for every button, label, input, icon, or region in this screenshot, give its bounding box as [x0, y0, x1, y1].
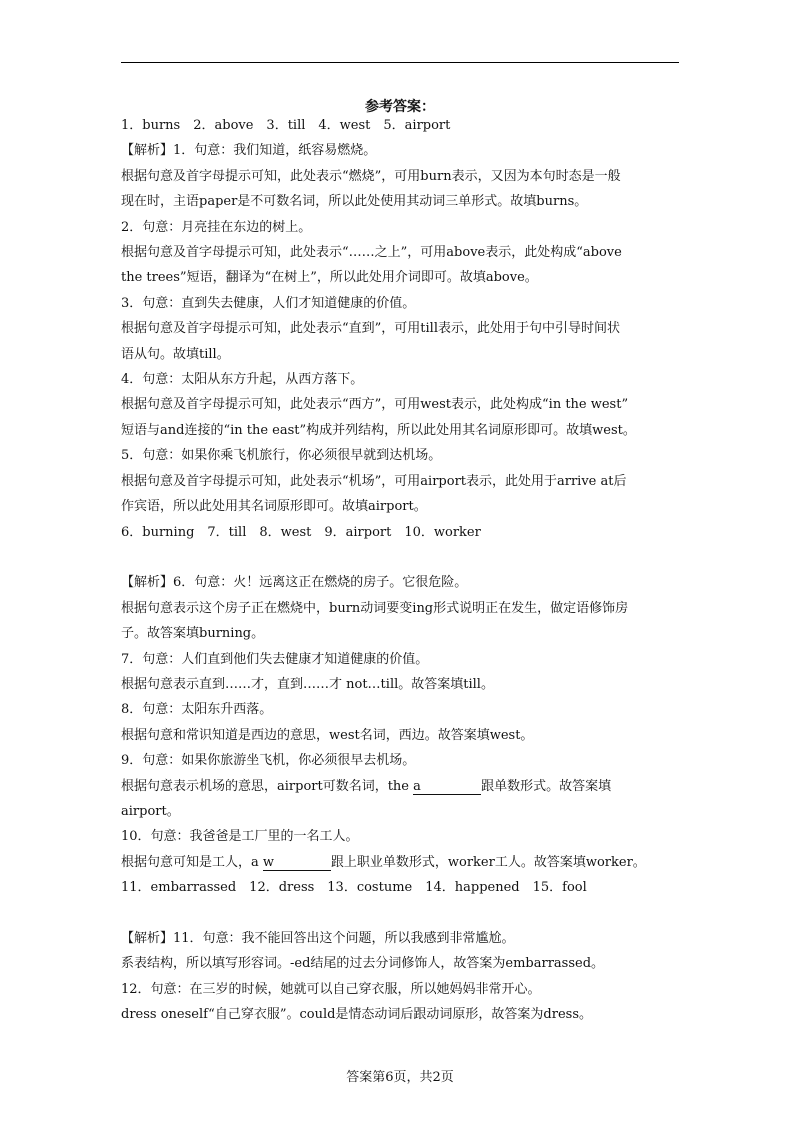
line-text: 4．句意：太阳从东方升起，从西方落下。 — [121, 372, 364, 388]
line-text: 【解析】6．句意：火！远离这正在燃烧的房子。它很危险。 — [121, 575, 468, 591]
text-line — [121, 291, 681, 316]
answer-body — [121, 113, 681, 1028]
line-text: 3．句意：直到失去健康，人们才知道健康的价值。 — [121, 295, 416, 311]
text-line — [121, 240, 681, 265]
line-text: 根据句意及首字母提示可知，此处表示“直到”，可用till表示，此处用于句中引导时间状 — [121, 321, 620, 337]
line-text: 1．burns 2．above 3．till 4．west 5．airport — [121, 118, 451, 133]
text-line — [121, 621, 681, 646]
text-line — [121, 672, 681, 697]
text-line — [121, 799, 681, 824]
line-text: 9．句意：如果你旅游坐飞机，你必须很早去机场。 — [121, 753, 416, 769]
text-line — [121, 316, 681, 341]
text-line — [121, 520, 681, 545]
text-line — [121, 367, 681, 392]
page-footer: 答案第6页，共2页 — [346, 1070, 454, 1085]
line-text: 短语与and连接的“in the east”构成并列结构，所以此处用其名词原形即可。故填west。 — [121, 422, 636, 438]
line-text: 10．句意：我爸爸是工厂里的一名工人。 — [121, 829, 359, 845]
line-text: 现在时，主语paper是不可数名词，所以此处使用其动词三单形式。故填burns。 — [121, 194, 588, 210]
line-text-after-blank: 跟上职业单数形式，worker工人。故答案填worker。 — [330, 854, 646, 870]
paragraph-gap — [121, 901, 681, 926]
text-line — [121, 189, 681, 214]
line-text: 根据句意表示这个房子正在燃烧中，burn动词要变ing形式说明正在发生，做定语修饰房 — [121, 600, 629, 616]
text-line — [121, 748, 681, 773]
line-text: dress oneself“自己穿衣服”。could是情态动词后跟动词原形，故答案为dress。 — [121, 1007, 592, 1023]
line-text: airport。 — [121, 803, 180, 819]
fill-in-blank: w — [263, 855, 331, 871]
text-line — [121, 494, 681, 519]
text-line — [121, 418, 681, 443]
text-line — [121, 138, 681, 163]
line-text: 根据句意及首字母提示可知，此处表示“西方”，可用west表示，此处构成“in the west” — [121, 397, 629, 413]
answer-title: 参考答案： — [365, 99, 435, 115]
text-line — [121, 164, 681, 189]
text-line — [121, 469, 681, 494]
text-line — [121, 977, 681, 1002]
text-line — [121, 596, 681, 621]
text-line — [121, 723, 681, 748]
text-line — [121, 570, 681, 595]
line-text: 根据句意及首字母提示可知，此处表示“机场”，可用airport表示，此处用于arrive at后 — [121, 473, 627, 489]
text-line — [121, 824, 681, 849]
line-text: 根据句意及首字母提示可知，此处表示“……之上”，可用above表示，此处构成“above — [121, 245, 622, 261]
fill-in-blank: a — [413, 779, 481, 795]
line-text: 【解析】1．句意：我们知道，纸容易燃烧。 — [121, 143, 377, 159]
line-text: 子。故答案填burning。 — [121, 626, 265, 642]
line-text: 7．句意：人们直到他们失去健康才知道健康的价值。 — [121, 651, 429, 667]
text-line — [121, 265, 681, 290]
line-text: 根据句意及首字母提示可知，此处表示“燃烧”，可用burn表示，又因为本句时态是一般 — [121, 168, 621, 184]
line-text: 11．embarrassed 12．dress 13．costume 14．happened 15．fool — [121, 880, 587, 896]
line-text: 系表结构，所以填写形容词。-ed结尾的过去分词修饰人，故答案为embarrassed。 — [121, 956, 605, 972]
line-text: the trees”短语，翻译为“在树上”，所以此处用介词即可。故填above。 — [121, 270, 538, 286]
text-line — [121, 774, 681, 799]
line-text: 根据句意表示直到……才，直到……才 not…till。故答案填till。 — [121, 676, 494, 692]
line-text: 根据句意表示机场的意思，airport可数名词，the — [121, 778, 414, 794]
text-line — [121, 342, 681, 367]
text-line — [121, 215, 681, 240]
line-text-after-blank: 跟单数形式。故答案填 — [481, 778, 612, 794]
line-text: 根据句意可知是工人，a — [121, 854, 263, 870]
text-line — [121, 392, 681, 417]
line-text: 【解析】11．句意：我不能回答出这个问题，所以我感到非常尴尬。 — [121, 930, 515, 946]
line-text: 根据句意和常识知道是西边的意思，west名词，西边。故答案填west。 — [121, 727, 534, 743]
header-rule — [121, 62, 679, 63]
text-line — [121, 875, 681, 900]
text-line — [121, 443, 681, 468]
line-text: 8．句意：太阳东升西落。 — [121, 702, 273, 718]
line-text: 12．句意：在三岁的时候，她就可以自己穿衣服，所以她妈妈非常开心。 — [121, 981, 541, 997]
text-line — [121, 1002, 681, 1027]
text-line — [121, 647, 681, 672]
line-text: 语从句。故填till。 — [121, 346, 230, 362]
paragraph-gap — [121, 545, 681, 570]
text-line — [121, 697, 681, 722]
text-line — [121, 951, 681, 976]
line-text: 作宾语，所以此处用其名词原形即可。故填airport。 — [121, 499, 427, 515]
text-line — [121, 926, 681, 951]
line-text: 2．句意：月亮挂在东边的树上。 — [121, 219, 312, 235]
line-text: 6．burning 7．till 8．west 9．airport 10．worker — [121, 524, 481, 540]
text-line — [121, 850, 681, 875]
line-text: 5．句意：如果你乘飞机旅行，你必须很早就到达机场。 — [121, 448, 442, 464]
text-line — [121, 113, 681, 138]
